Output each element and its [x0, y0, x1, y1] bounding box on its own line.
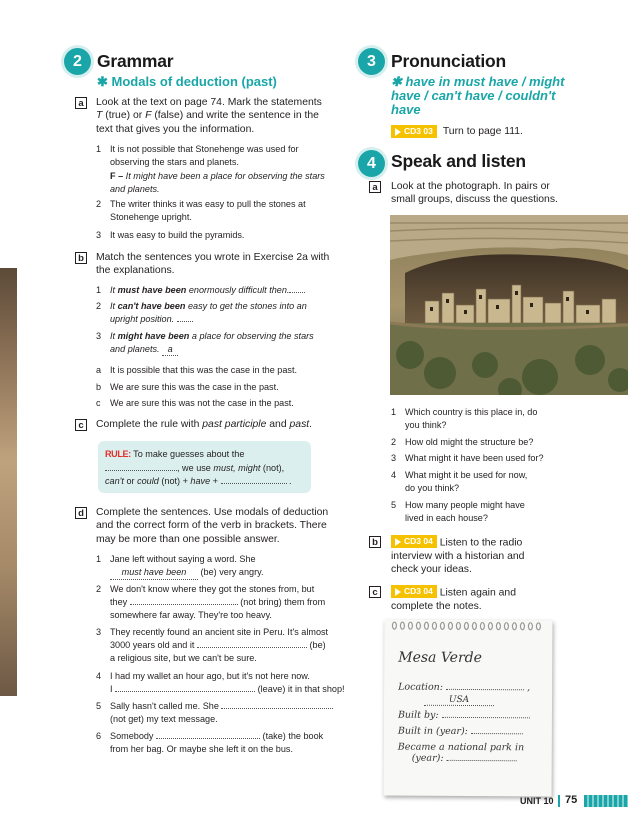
instruction-text: Complete the rule with: [96, 419, 203, 430]
instruction-line: small groups, discuss the questions.: [391, 194, 558, 206]
unit-label: UNIT 10: [520, 796, 554, 806]
option-text: It is possible that this was the case in the past.: [110, 365, 298, 375]
page-number: 75: [565, 794, 578, 806]
item-text: they: [110, 596, 130, 607]
left-page-photo-strip: [0, 268, 17, 696]
rule-blank-2[interactable]: [221, 483, 287, 484]
item-text: (be) very angry.: [198, 566, 264, 577]
item-number: 3: [96, 331, 102, 341]
item-bold: can't have been: [117, 301, 186, 311]
subtitle-line: have / can't have / couldn't: [391, 88, 556, 103]
item-number: 1: [96, 285, 102, 295]
exercise-label-b: b: [75, 252, 87, 264]
notes-blank[interactable]: [471, 733, 523, 734]
notes-built-by: [398, 710, 548, 722]
option-letter: a: [96, 365, 102, 375]
list-item: [96, 700, 350, 726]
instruction-text: (false) and write the sentence in the: [151, 110, 319, 122]
footer-stripe: [584, 795, 628, 807]
exercise-4a-instruction: [391, 180, 621, 207]
subtitle-line: ✱ have in must have / might: [391, 74, 565, 89]
item-text: (not bring) them from: [237, 596, 326, 607]
instruction-line: Match the sentences you wrote in Exercise 2a with: [96, 252, 330, 263]
item-text: a religious site, but we can't be sure.: [110, 652, 257, 663]
photo-illustration: [390, 215, 628, 395]
answer-blank[interactable]: a: [162, 343, 178, 357]
item-text: (leave) it in that shop!: [255, 683, 345, 694]
section-title-pronunciation: Pronunciation: [391, 51, 507, 71]
item-text: How many people might have: [405, 500, 525, 510]
item-text: It: [110, 301, 118, 311]
exercise-label-a: a: [75, 97, 87, 109]
option-item: [96, 397, 346, 410]
instruction-line: may be more than one possible answer.: [96, 533, 280, 545]
instruction-line: [96, 109, 346, 122]
item-text: upright position.: [110, 313, 175, 324]
item-text: and planets.: [110, 343, 160, 354]
notes-blank[interactable]: [447, 760, 517, 761]
item-text: lived in each house?: [405, 512, 488, 523]
section-title-grammar: Grammar: [97, 51, 174, 71]
grammar-subtitle: ✱ Modals of deduction (past): [97, 74, 277, 89]
item-text: How old might the structure be?: [405, 437, 534, 447]
item-text: What might it have been used for?: [405, 453, 544, 463]
notes-title: Mesa Verde: [398, 649, 482, 667]
exercise-4b-instruction: [391, 535, 551, 576]
item-number: 6: [96, 731, 102, 741]
item-text: It is not possible that Stonehenge was used for: [110, 144, 299, 154]
exercise-2c-instruction: [96, 418, 346, 431]
list-item: [96, 300, 346, 325]
item-text: It: [110, 285, 118, 295]
notes-blank[interactable]: [442, 717, 530, 718]
instruction-text: Listen to the radio: [436, 537, 523, 549]
rule-label: RULE:: [105, 449, 131, 459]
notes-label: Built by:: [397, 709, 439, 721]
rule-line: or: [123, 476, 138, 486]
list-item: [96, 229, 346, 242]
option-text: We are sure this was the case in the past.: [110, 382, 279, 392]
item-text: Which country is this place in, do: [405, 407, 538, 417]
list-item: [96, 730, 350, 756]
pronunciation-subtitle: [391, 75, 591, 117]
exercise-label-d: d: [75, 507, 87, 519]
item-text: Stonehenge upright.: [110, 211, 192, 222]
instruction-line: Look at the text on page 74. Mark the statements: [96, 97, 322, 108]
item-bold: must have been: [117, 285, 187, 295]
rule-line: can't: [105, 476, 124, 486]
notepad-spiral: [390, 620, 546, 633]
option-letter: b: [96, 382, 102, 392]
notes-location: Location: ,: [398, 681, 531, 694]
list-item: [96, 670, 350, 696]
item-text: Sally hasn't called me. She: [110, 701, 222, 711]
item-text: (take) the book: [260, 731, 324, 741]
answer-blank[interactable]: [221, 708, 333, 709]
item-number: 4: [391, 470, 397, 480]
item-number: 1: [96, 554, 102, 564]
item-text: I had my wallet an hour ago, but it's not here now.: [110, 671, 310, 681]
instruction-f: F: [145, 110, 152, 122]
subtitle-line: have: [391, 102, 421, 117]
question-item: [391, 499, 575, 524]
notes-label: (year):: [411, 752, 444, 764]
section-number-speak: 4: [358, 150, 385, 177]
item-text: It: [110, 331, 118, 341]
instruction-text: (true) or: [102, 110, 146, 122]
list-item: [96, 626, 350, 664]
item-text: easy to get the stones into an: [185, 301, 307, 311]
list-item: [96, 284, 346, 297]
notes-label: Location:: [398, 681, 444, 693]
item-text: from her bag. Or maybe she left it on the bus.: [110, 743, 293, 754]
instruction-line: Complete the sentences. Use modals of deduction: [96, 507, 329, 518]
item-number: 4: [96, 671, 102, 681]
item-text: (be): [306, 639, 326, 650]
play-icon: [395, 128, 401, 136]
answer-prefix: F –: [110, 171, 126, 181]
list-item: [96, 583, 350, 621]
list-item: [96, 198, 346, 223]
option-item: [96, 364, 346, 377]
instruction-line: text that gives you the information.: [96, 123, 255, 135]
rule-line: +: [210, 476, 221, 486]
list-item: [96, 143, 346, 168]
instruction-text: and: [266, 419, 290, 430]
item-text: It was easy to build the pyramids.: [110, 230, 245, 240]
footer-divider: [558, 795, 560, 807]
rule-blank-1[interactable]: [105, 470, 177, 471]
answer-blank[interactable]: must have been: [110, 566, 198, 580]
notes-label: Became a national park in: [397, 741, 525, 754]
item-text: enormously difficult then.: [186, 285, 290, 295]
item-bold: might have been: [117, 331, 190, 341]
item-number: 2: [96, 301, 102, 311]
section-title-speak: Speak and listen: [391, 151, 526, 171]
question-item: [391, 469, 575, 494]
instruction-text: past: [289, 419, 310, 430]
item-text: We don't know where they got the stones from, but: [110, 584, 315, 594]
instruction-line: the explanations.: [96, 265, 175, 277]
spiral-rings-icon: [390, 621, 546, 632]
cd-track: CD3 04: [404, 536, 433, 546]
exercise-label-a: a: [369, 181, 381, 193]
exercise-2b-instruction: [96, 251, 346, 278]
item-number: 5: [96, 701, 102, 711]
item-text: I: [110, 683, 116, 694]
play-icon: [395, 538, 401, 546]
item-text: do you think?: [405, 482, 460, 493]
option-letter: c: [96, 398, 101, 408]
option-text: We are sure this was not the case in the past.: [110, 398, 294, 408]
section-number-pronunciation: 3: [358, 48, 385, 75]
list-item: [96, 553, 350, 580]
exercise-label-b: b: [369, 536, 381, 548]
item-text: They recently found an ancient site in Peru. It's almost: [110, 627, 329, 637]
play-icon: [395, 588, 401, 596]
answer-blank[interactable]: [197, 647, 307, 648]
rule-line: (not),: [260, 462, 285, 473]
item-text: 3000 years old and it: [110, 639, 197, 650]
instruction-text: past participle: [202, 419, 267, 430]
instruction-text: Listen again and: [436, 587, 516, 599]
item-text: observing the stars and planets.: [110, 156, 239, 167]
answer-blank[interactable]: [156, 738, 260, 739]
item-text: a place for observing the stars: [189, 331, 314, 341]
answer-blank[interactable]: [177, 321, 193, 322]
exercise-label-c: c: [369, 586, 381, 598]
exercise-label-c: c: [75, 419, 87, 431]
cd-track: CD3 03: [404, 126, 433, 137]
item-number: 2: [96, 199, 102, 209]
rule-text: RULE: To make guesses about the , we use must, might (not), can't or could (not) + have + .: [105, 449, 292, 486]
pronunciation-text: Turn to page 111.: [442, 126, 523, 137]
instruction-line: and the correct form of the verb in brackets. There: [96, 520, 327, 532]
item-text: (not get) my text message.: [110, 713, 218, 724]
item-text: Somebody: [110, 731, 157, 741]
item-number: 5: [391, 500, 397, 510]
answer-blank[interactable]: [289, 292, 305, 293]
item-number: 1: [96, 144, 102, 154]
item-number: 1: [391, 407, 397, 417]
cd-play-button[interactable]: [391, 125, 437, 138]
answer-text: and planets.: [110, 183, 160, 194]
example-answer: [110, 170, 346, 195]
notes-blank[interactable]: [446, 689, 524, 690]
instruction-line: check your ideas.: [391, 564, 472, 576]
cd-play-button[interactable]: [391, 535, 437, 548]
rule-line: have: [190, 476, 211, 486]
exercise-2d-instruction: [96, 506, 348, 546]
exercise-2a-instruction: [96, 96, 346, 136]
item-number: 3: [391, 453, 397, 463]
answer-blank[interactable]: [130, 604, 238, 605]
item-number: 2: [391, 437, 397, 447]
list-item: [96, 330, 346, 356]
rule-line: (not) +: [158, 476, 191, 486]
item-number: 2: [96, 584, 102, 594]
question-item: [391, 406, 575, 431]
notes-location-answer: USA: [424, 695, 494, 706]
cd-play-button[interactable]: [391, 585, 437, 598]
rule-line: To make guesses about the: [130, 449, 245, 459]
item-number: 3: [96, 627, 102, 637]
item-text: Jane left without saying a word. She: [110, 554, 256, 564]
item-text: The writer thinks it was easy to pull the stones at: [110, 199, 306, 209]
question-item: [391, 436, 575, 449]
option-item: [96, 381, 346, 394]
notepad: [384, 620, 553, 797]
item-number: 3: [96, 230, 102, 240]
item-text: What might it be used for now,: [405, 470, 528, 480]
item-text: you think?: [405, 419, 447, 430]
instruction-line: Look at the photograph. In pairs or: [391, 181, 550, 192]
rule-line: must, might: [213, 462, 261, 473]
rule-line: could: [137, 476, 159, 486]
section-number-grammar: 2: [64, 48, 91, 75]
answer-text: It might have been a place for observing the stars: [125, 171, 325, 181]
item-text: somewhere far away. They're too heavy.: [110, 609, 272, 620]
notes-national-park: [398, 742, 552, 765]
instruction-text: .: [309, 419, 313, 430]
notes-label: Built in (year):: [397, 725, 468, 737]
instruction-line: interview with a historian and: [391, 550, 525, 562]
answer-blank[interactable]: [115, 691, 255, 692]
cd-track: CD3 04: [404, 586, 433, 596]
exercise-4c-instruction: [391, 585, 551, 613]
question-item: [391, 452, 575, 465]
cliff-dwelling-photo: [390, 215, 628, 395]
instruction-t: T: [96, 110, 103, 122]
rule-line: , we use: [177, 462, 214, 473]
pronunciation-audio: [391, 125, 523, 138]
notes-built-in: [398, 726, 548, 738]
instruction-line: complete the notes.: [391, 600, 482, 612]
